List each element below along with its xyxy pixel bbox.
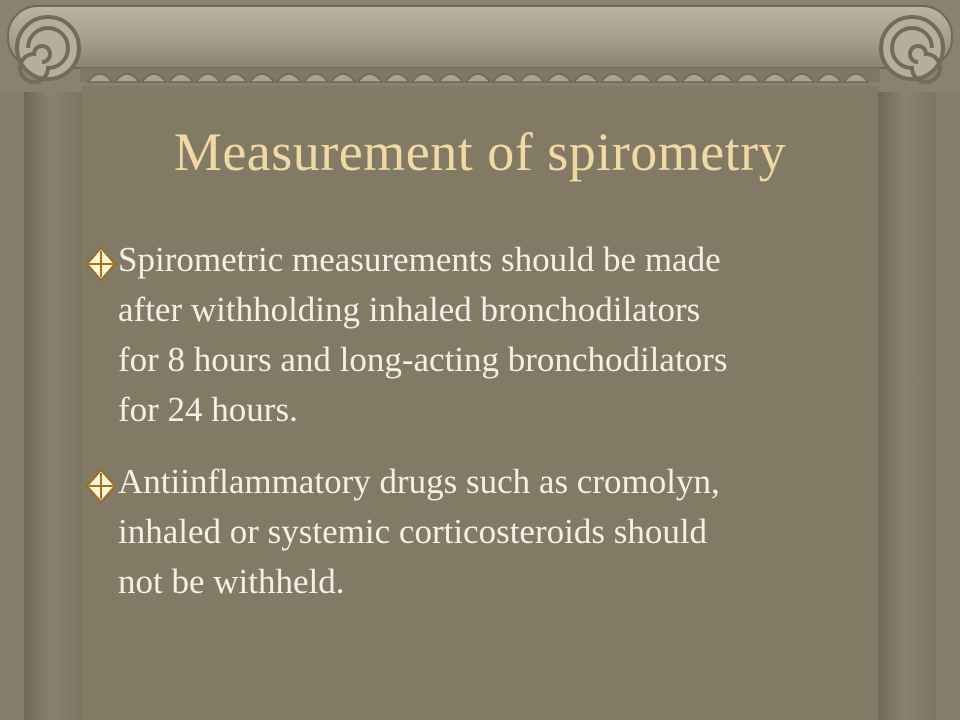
bullet-item	[84, 457, 874, 607]
bullet-text: Spirometric measurements should be made after withholding inhaled bronchodilators for 8 hours and long-acting bronchodilators for 24 hours.	[118, 240, 728, 429]
bullet-list	[84, 235, 874, 629]
bullet-item	[84, 235, 874, 435]
bullet-text: Antiinflammatory drugs such as cromolyn, inhaled or systemic corticosteroids should not be withheld.	[118, 462, 720, 601]
diamond-bullet-icon	[84, 247, 118, 281]
column-capital-ornament	[0, 0, 960, 92]
diamond-bullet-icon	[84, 469, 118, 503]
slide-title: Measurement of spirometry	[173, 122, 787, 182]
